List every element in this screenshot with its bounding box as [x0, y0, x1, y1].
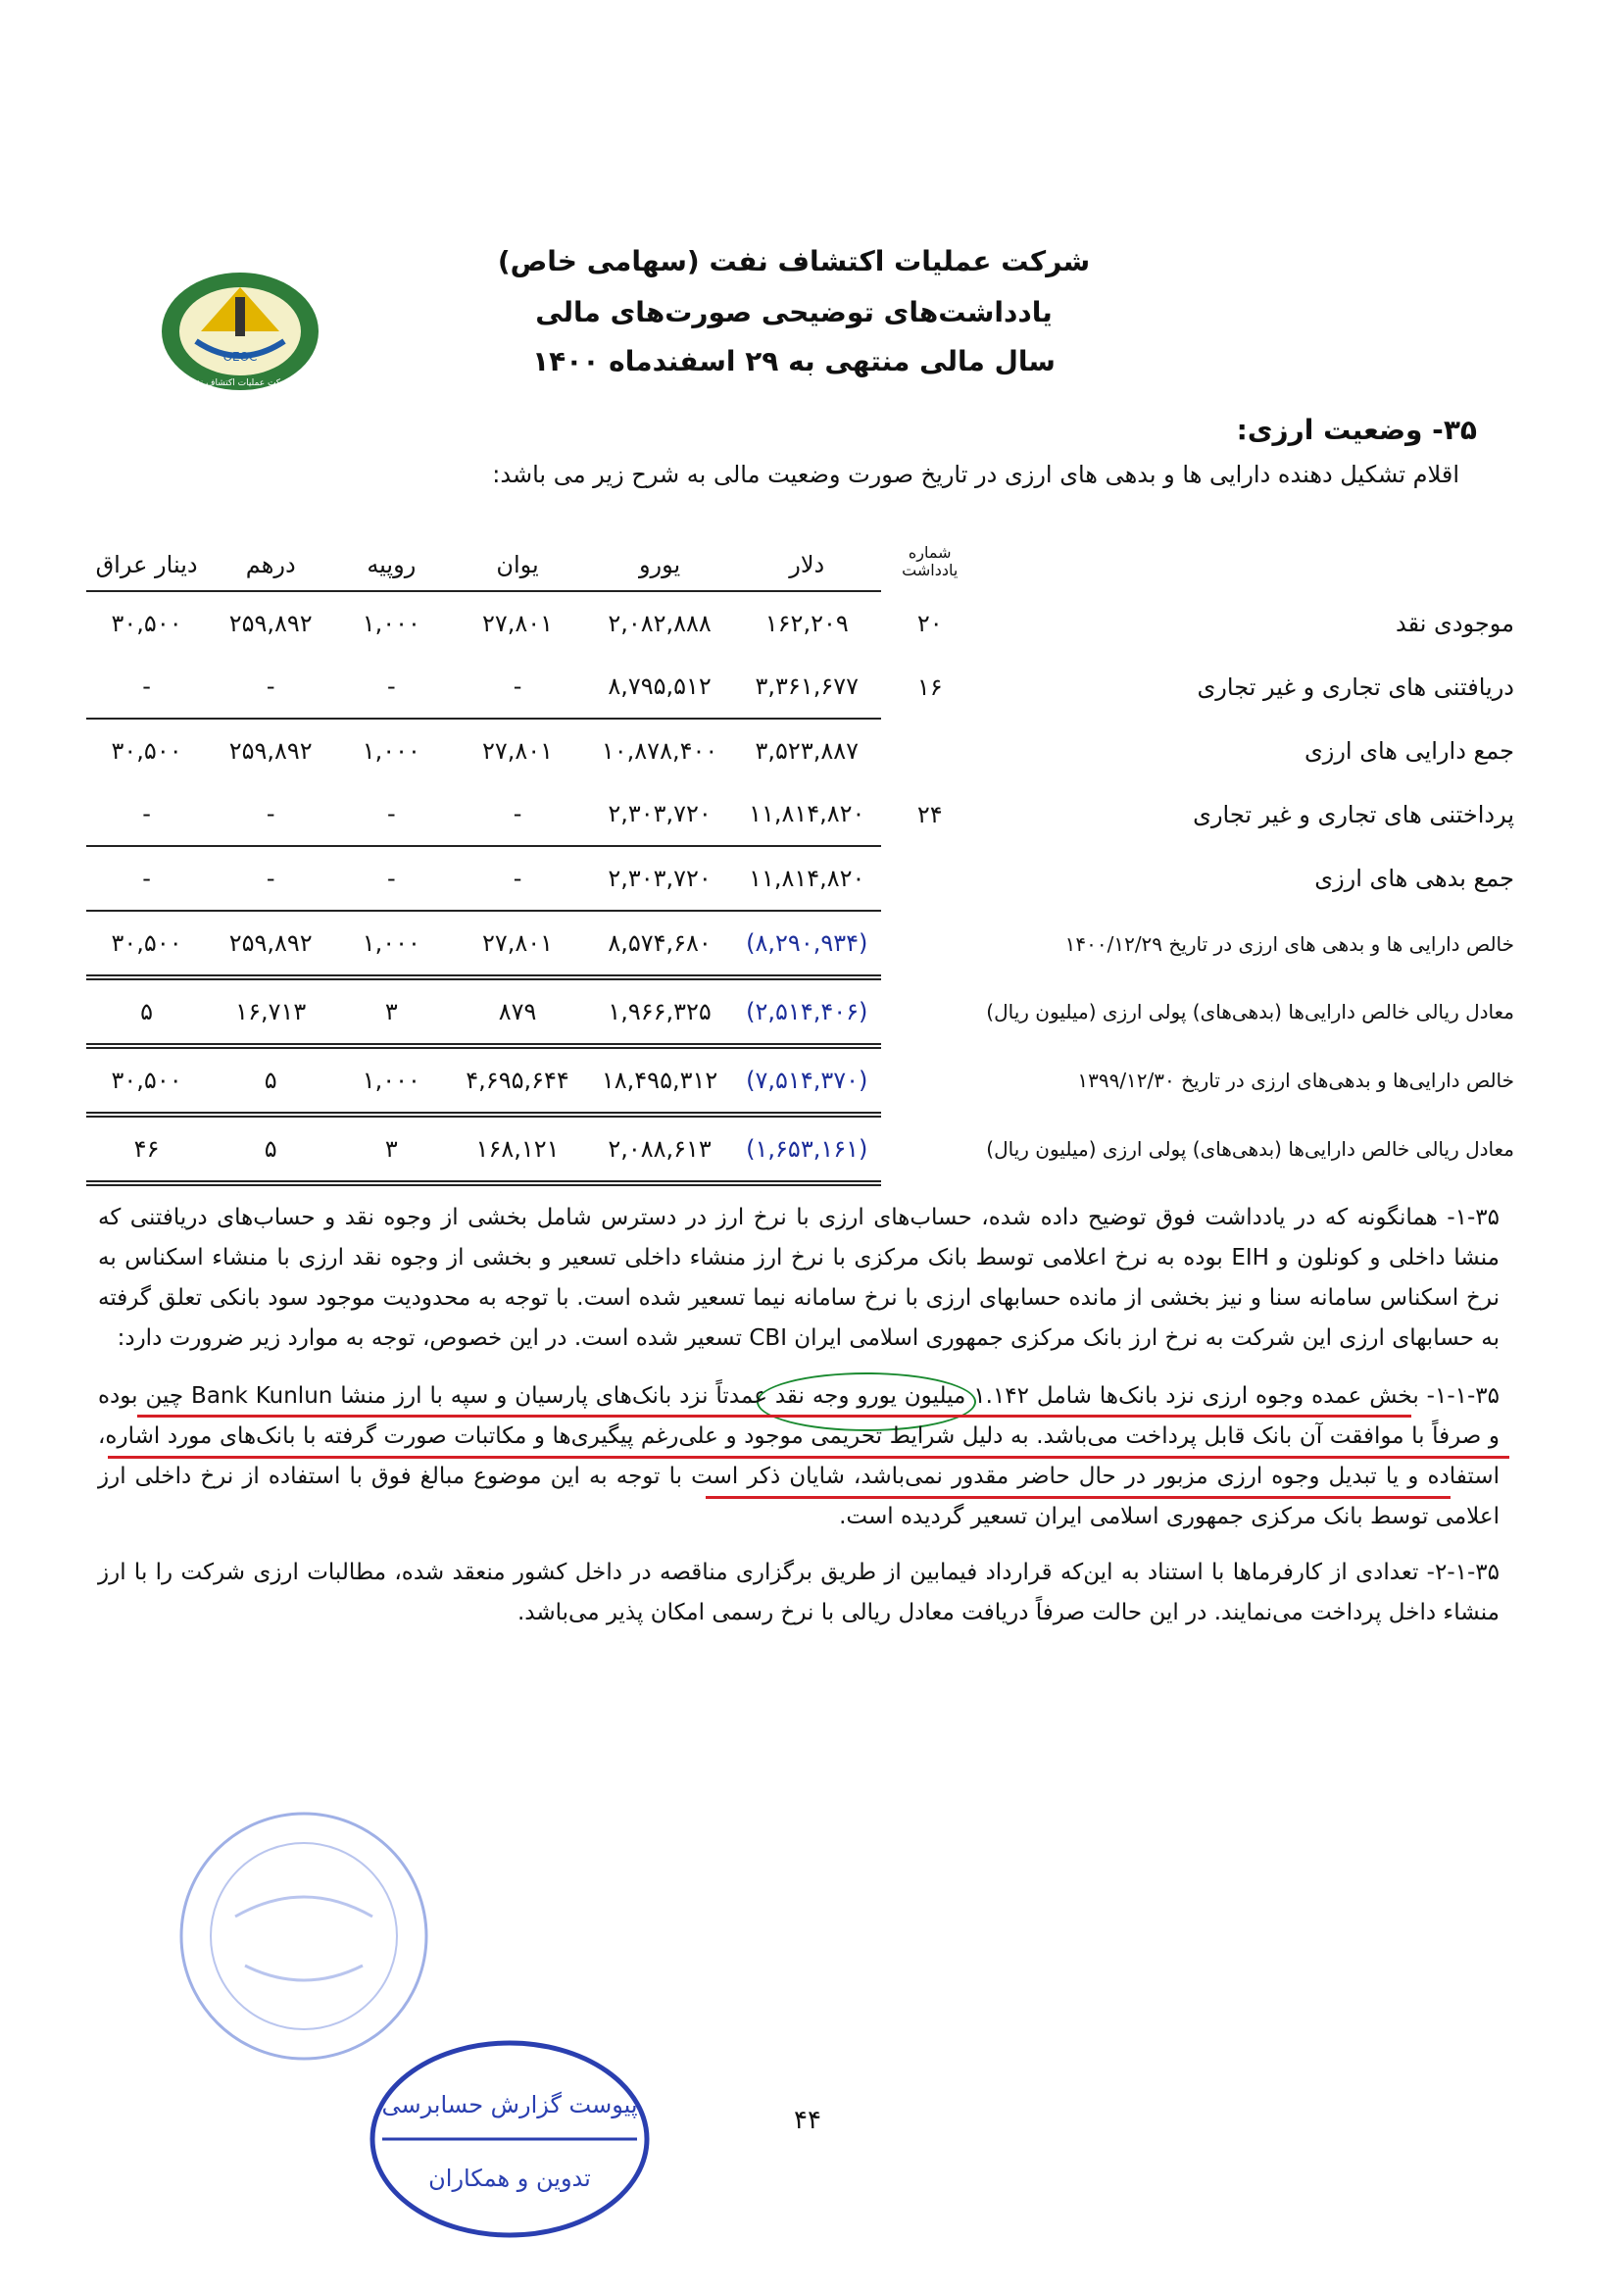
- cell-iraqi-dinar: -: [86, 655, 207, 719]
- fiscal-period: سال مالی منتهی به ۲۹ اسفندماه ۱۴۰۰: [532, 345, 1056, 377]
- cell-dollar: (۸,۲۹۰,۹۳۴): [732, 911, 881, 977]
- cell-euro: ۱,۹۶۶,۳۲۵: [587, 977, 733, 1046]
- cell-dollar: (۲,۵۱۴,۴۰۶): [732, 977, 881, 1046]
- cell-iraqi-dinar: ۳۰,۵۰۰: [111, 737, 182, 765]
- table-row: [86, 782, 1522, 846]
- red-underline: [706, 1496, 1451, 1499]
- note-paragraph-35-1-1: ۱-۱-۳۵- بخش عمده وجوه ارزی نزد بانک‌ها شامل ۱.۱۴۲ میلیون یورو وجه نقد عمدتاً نزد بانک‌های پارسیان و سپه با ارز منشا Bank Kunlun چین بوده و صرفاً با موافقت آن بانک قابل پرداخت می‌باشد. به دلیل شرایط تحریمی موجود و علی‌رغم پیگیری‌ها و مکاتبات صورت گرفته با بانک‌های مورد اشاره، استفاده و یا تبدیل وجوه ارزی مزبور در حال حاضر مقدور نمی‌باشد، شایان ذکر است با توجه به این موضوع مبالغ فوق با استفاده از نرخ داخلی ارز اعلامی توسط بانک مرکزی جمهوری اسلامی ایران تسعیر گردیده است.: [98, 1383, 1501, 1529]
- cell-rupee: ۱,۰۰۰: [362, 737, 420, 765]
- cell-rupee: ۱,۰۰۰: [362, 610, 420, 637]
- cell-iraqi-dinar: ۳۰,۵۰۰: [86, 1046, 207, 1115]
- red-underline: [137, 1415, 1411, 1418]
- cell-euro: ۲,۰۸۸,۶۱۳: [587, 1115, 733, 1183]
- column-header-yuan: یوان: [448, 490, 586, 591]
- column-header-dollar: دلار: [732, 490, 881, 591]
- cell-rupee: -: [334, 782, 448, 846]
- table-row: [86, 1115, 1522, 1183]
- row-label: موجودی نقد: [1395, 609, 1514, 637]
- cell-dirham: -: [207, 846, 334, 911]
- svg-text:پیوست گزارش حسابرسی: پیوست گزارش حسابرسی: [381, 2091, 638, 2118]
- row-label: خالص دارایی ها و بدهی های ارزی در تاریخ ۱۴۰۰/۱۲/۲۹: [1064, 932, 1514, 956]
- cell-euro: ۸,۵۷۴,۶۸۰: [587, 911, 733, 977]
- svg-text:OEOC: OEOC: [222, 350, 258, 364]
- cell-iraqi-dinar: ۳۰,۵۰۰: [86, 911, 207, 977]
- cell-rupee: -: [334, 655, 448, 719]
- row-note: [881, 846, 978, 911]
- row-label: خالص دارایی‌ها و بدهی‌های ارزی در تاریخ ۱۳۹۹/۱۲/۳۰: [1077, 1069, 1514, 1092]
- cell-euro: ۱۰,۸۷۸,۴۰۰: [601, 737, 718, 765]
- red-underline: [108, 1456, 1509, 1459]
- row-label: جمع دارایی های ارزی: [1304, 736, 1514, 765]
- cell-rupee: -: [334, 846, 448, 911]
- column-header-dirham: درهم: [207, 490, 334, 591]
- cell-euro: ۲,۳۰۳,۷۲۰: [587, 846, 733, 911]
- row-note: [881, 1115, 978, 1183]
- table-row: [86, 911, 1522, 977]
- company-logo: [157, 263, 323, 400]
- table-header-row: [86, 490, 1522, 591]
- label-header: [978, 490, 1522, 591]
- column-header-euro: یورو: [587, 490, 733, 591]
- row-note: [881, 719, 978, 782]
- cell-iraqi-dinar: ۴۶: [86, 1115, 207, 1183]
- cell-iraqi-dinar: -: [86, 846, 207, 911]
- cell-euro: ۱۸,۴۹۵,۳۱۲: [587, 1046, 733, 1115]
- row-note: ۱۶: [916, 673, 943, 701]
- section-intro: اقلام تشکیل دهنده دارایی ها و بدهی های ارزی در تاریخ صورت وضعیت مالی به شرح زیر می باشد:: [492, 461, 1459, 488]
- cell-iraqi-dinar: -: [86, 782, 207, 846]
- svg-text:شرکت عملیات اکتشاف نفت: شرکت عملیات اکتشاف نفت: [187, 378, 293, 388]
- cell-yuan: ۱۶۸,۱۲۱: [448, 1115, 586, 1183]
- table-row: [86, 591, 1522, 655]
- row-note: [881, 977, 978, 1046]
- cell-dollar: (۱,۶۵۳,۱۶۱): [732, 1115, 881, 1183]
- cell-yuan: ۲۷,۸۰۱: [481, 610, 554, 637]
- cell-dirham: ۲۵۹,۸۹۲: [207, 911, 334, 977]
- row-label: جمع بدهی های ارزی: [1314, 865, 1514, 892]
- row-label: دریافتنی های تجاری و غیر تجاری: [1197, 673, 1514, 701]
- cell-dirham: ۵: [207, 1046, 334, 1115]
- cell-dirham: ۲۵۹,۸۹۲: [228, 737, 313, 765]
- cell-dirham: -: [207, 655, 334, 719]
- table-row: [86, 977, 1522, 1046]
- table-row: [86, 846, 1522, 911]
- table-row: [86, 719, 1522, 782]
- row-label: معادل ریالی خالص دارایی‌ها (بدهی‌های) پولی ارزی (میلیون ریال): [986, 1000, 1514, 1023]
- note-paragraph-35-1: ۱-۳۵- همانگونه که در یادداشت فوق توضیح داده شده، حساب‌های ارزی با نرخ ارز در دسترس شامل بخشی از وجوه نقد و حساب‌های دریافتنی که منشا داخلی و کونلون و EIH بوده به نرخ اعلامی توسط بانک مرکزی با نرخ ارز منشاء داخلی تسعیر و بخشی از وجوه نقد ارزی با منشاء اسکناس به نرخ اسکناس سامانه سنا و نیز بخشی از مانده حسابهای ارزی با نرخ سامانه نیما تسعیر شده است. با توجه به محدودیت موجود سود بانکی تعلق گرفته به حسابهای ارزی این شرکت به نرخ ارز بانک مرکزی جمهوری اسلامی ایران CBI تسعیر شده است. در این خصوص، توجه به موارد زیر ضرورت دارد:: [98, 1205, 1500, 1351]
- cell-dollar: ۳,۵۲۳,۸۸۷: [755, 737, 860, 765]
- svg-text:تدوین و همکاران: تدوین و همکاران: [428, 2165, 591, 2192]
- cell-yuan: ۸۷۹: [448, 977, 586, 1046]
- audit-report-stamp: [363, 2034, 657, 2245]
- cell-dirham: ۵: [207, 1115, 334, 1183]
- cell-yuan: ۴,۶۹۵,۶۴۴: [448, 1046, 586, 1115]
- cell-dollar: ۳,۳۶۱,۶۷۷: [732, 655, 881, 719]
- section-title: ۳۵- وضعیت ارزی:: [1236, 414, 1477, 446]
- table-row: [86, 1046, 1522, 1115]
- cell-rupee: ۳: [334, 1115, 448, 1183]
- cell-dollar: (۷,۵۱۴,۳۷۰): [732, 1046, 881, 1115]
- note-header: شماره یادداشت: [902, 543, 959, 579]
- cell-dollar: ۱۱,۸۱۴,۸۲۰: [732, 846, 881, 911]
- company-seal-stamp: [167, 1799, 441, 2073]
- column-header-iraqi-dinar: دینار عراق: [86, 490, 207, 591]
- row-label: پرداختنی های تجاری و غیر تجاری: [1193, 800, 1514, 828]
- note-paragraph-35-1-2: ۲-۱-۳۵- تعدادی از کارفرماها با استناد به این‌که قرارداد فیمابین از طریق برگزاری مناقصه در داخل کشور منعقد شده، مطالبات ارزی شرکت را با ارز منشاء داخل پرداخت می‌نمایند. در این حالت صرفاً دریافت معادل ریالی با نرخ رسمی امکان پذیر می‌باشد.: [98, 1560, 1500, 1625]
- row-note: [881, 911, 978, 977]
- report-subtitle: یادداشت‌های توضیحی صورت‌های مالی: [535, 296, 1053, 328]
- column-header-rupee: روپیه: [334, 490, 448, 591]
- cell-yuan: -: [448, 655, 586, 719]
- table-row: [86, 655, 1522, 719]
- cell-dollar: ۱۱,۸۱۴,۸۲۰: [732, 782, 881, 846]
- company-name: شرکت عملیات اکتشاف نفت (سهامی خاص): [497, 245, 1091, 277]
- cell-dirham: ۲۵۹,۸۹۲: [228, 610, 313, 637]
- cell-yuan: -: [448, 846, 586, 911]
- currency-position-table: [86, 490, 1522, 1186]
- cell-rupee: ۱,۰۰۰: [334, 1046, 448, 1115]
- cell-rupee: ۳: [334, 977, 448, 1046]
- cell-iraqi-dinar: ۵: [86, 977, 207, 1046]
- cell-dirham: ۱۶,۷۱۳: [207, 977, 334, 1046]
- row-note: ۲۰: [916, 609, 943, 637]
- cell-yuan: ۲۷,۸۰۱: [481, 737, 554, 765]
- row-note: [881, 1046, 978, 1115]
- row-note: ۲۴: [916, 800, 943, 828]
- cell-yuan: ۲۷,۸۰۱: [448, 911, 586, 977]
- cell-dollar: ۱۶۲,۲۰۹: [764, 610, 849, 637]
- cell-euro: ۲,۰۸۲,۸۸۸: [608, 610, 712, 637]
- cell-euro: ۲,۳۰۳,۷۲۰: [587, 782, 733, 846]
- cell-rupee: ۱,۰۰۰: [334, 911, 448, 977]
- row-label: معادل ریالی خالص دارایی‌ها (بدهی‌های) پولی ارزی (میلیون ریال): [986, 1137, 1514, 1161]
- cell-iraqi-dinar: ۳۰,۵۰۰: [111, 610, 182, 637]
- cell-euro: ۸,۷۹۵,۵۱۲: [587, 655, 733, 719]
- cell-yuan: -: [448, 782, 586, 846]
- cell-dirham: -: [207, 782, 334, 846]
- page-number: ۴۴: [794, 2106, 821, 2135]
